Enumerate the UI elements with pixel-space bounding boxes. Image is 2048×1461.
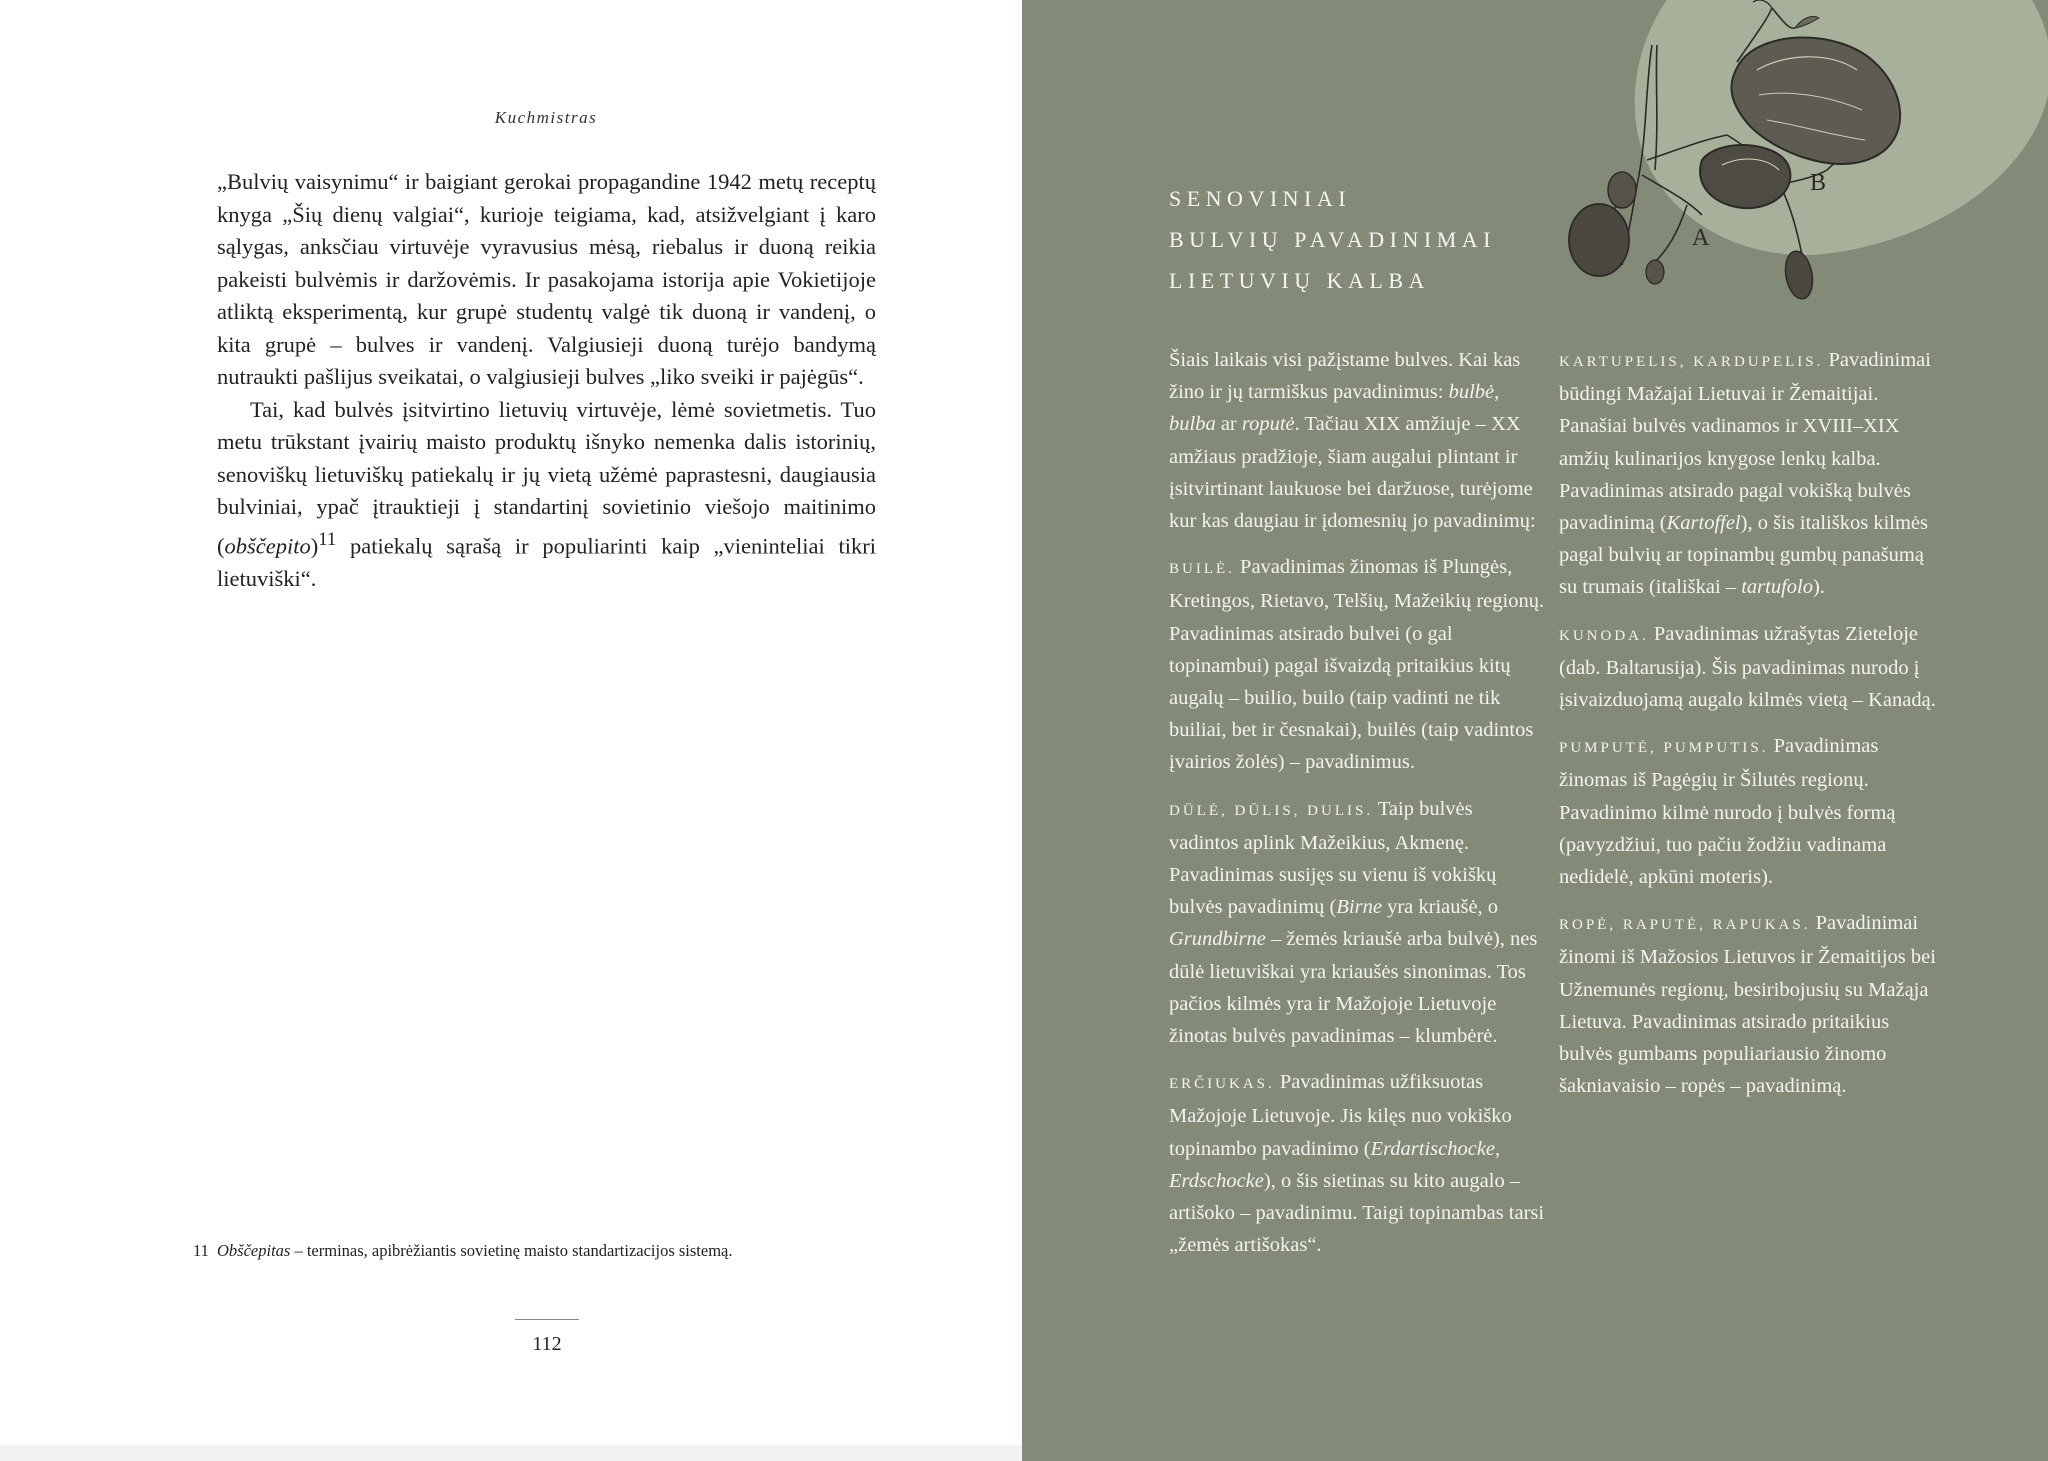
footnote-text: – terminas, apibrėžiantis sovietinę maisto standartizacijos sistemą. (290, 1241, 733, 1260)
intro-text-2: , (1494, 381, 1500, 404)
running-head: Kuchmistras (494, 108, 598, 127)
entry-italic: tartufolo (1741, 576, 1813, 599)
bottom-strip (0, 1445, 1022, 1461)
entry-erciukas (1169, 1066, 1547, 1261)
entry-text: yra kriaušė, o (1381, 896, 1499, 919)
entry-text: Taip bulvės vadintos aplink Mažeikius, Akmenę. Pavadinimas susijęs su vienu iš vokiškų bulvės pavadinimų ( (1169, 797, 1497, 919)
paragraph-2-text-b: patiekalų sąrašą ir populiarinti kaip „vieninteliai tikri lietuviški“. (217, 533, 876, 591)
entry-text: – žemės kriaušė arba bulvė), nes dūlė lietuviškai yra kriaušės sinonimas. Tos pačios kilmės yra ir Mažojoje Lietuvoje žinotas bulvės pavadinimas – klumbėrė. (1169, 928, 1538, 1048)
entry-text: Pavadinimas užrašytas Zieteloje (dab. Baltarusija). Šis pavadinimas nurodo į įsivaizduojamą augalo kilmės vietą – Kanadą. (1559, 622, 1936, 712)
intro-paragraph (1169, 344, 1547, 537)
intro-term-bulba: bulba (1169, 413, 1216, 436)
title-line-3: LIETUVIŲ KALBA (1169, 268, 1430, 293)
entry-italic: Erdartischocke, Erdschocke (1169, 1137, 1501, 1192)
intro-text-3: ar (1215, 413, 1242, 436)
entry-text: Pavadinimai būdingi Mažajai Lietuvai ir Žemaitijai. Panašiai bulvės vadinamos ir XVIII–XIX amžių kulinarijos knygose lenkų kalba. Pavadinimas atsirado pagal vokišką bulvės pavadinimą ( (1559, 349, 1931, 535)
obscepito-term: obščepito (224, 533, 311, 558)
entry-term: KUNODA. (1559, 627, 1649, 644)
entry-term: BUILĖ. (1169, 561, 1235, 578)
footnote-number: 11 (193, 1241, 209, 1260)
entry-text: Pavadinimas žinomas iš Plungės, Kretingos, Rietavo, Telšių, Mažeikių regionų. Pavadinimas atsirado bulvei (o gal topinambui) pagal išvaizdą pritaikius kitų augalų – builio, builo (taip vadinti ne tik builiai, bet ir česnakai), builės (taip vadintos įvairios žolės) – pavadinimus. (1169, 556, 1545, 774)
paragraph-2-text-a: Tai, kad bulvės įsitvirtino lietuvių virtuvėje, lėmė sovietmetis. Tuo metu trūkstant įvairių maisto produktų išnyko nemenka dalis istorinių, senoviškų lietuviškų patiekalų ir jų vietą užėmė paprastesni, daugiausia bulviniai, ypač įtrauktieji į standartinį sovietinio viešojo maitinimo ( (217, 396, 876, 558)
right-page (1022, 0, 2048, 1461)
entry-italic: Kartoffel (1666, 512, 1741, 535)
intro-text-1: Šiais laikais visi pažįstame bulves. Kai kas žino ir jų tarmiškus pavadinimus: (1169, 349, 1521, 404)
entry-term: ROPĖ, RAPUTĖ, RAPUKAS. (1559, 917, 1811, 934)
paragraph-1: „Bulvių vaisynimu“ ir baigiant gerokai propagandine 1942 metų receptų knyga „Šių dienų valgiai“, kurioje teigiama, kad, atsižvelgiant į karo sąlygas, anksčiau virtuvėje vyravusius mėsą, riebalus ir duoną reikia pakeisti bulvėmis ir daržovėmis. Ir pasakojama istorija apie Vokietijoje atliktą eksperimentą, kur grupė studentų valgė tik duoną ir vandenį, o kita grupė – bulves ir vandenį. Valgiusieji duoną turėjo bandymą nutraukti pašlijus sveikatai, o valgiusieji bulves „liko sveiki ir pajėgūs“. (217, 169, 876, 389)
intro-text-4: . Tačiau XIX amžiuje – XX amžiaus pradžioje, šiam augalui plintant ir įsitvirtinant laukuose bei daržuose, turėjome kur kas daugiau ir įdomesnių jo pavadinimų: (1169, 413, 1536, 533)
entry-term: DŪLĖ, DŪLIS, DULIS. (1169, 802, 1374, 819)
page-number: 112 (532, 1333, 562, 1355)
entry-text: ), o šis sietinas su kito augalo – artišoko – pavadinimu. Taigi topinambas tarsi „žemės artišokas“. (1169, 1169, 1545, 1257)
entry-dule (1169, 793, 1547, 1053)
entry-term: PUMPUTĖ, PUMPUTIS. (1559, 740, 1769, 757)
entry-text: ), o šis itališkos kilmės pagal bulvių ar topinambų gumbų panašumą su trumais (itališkai – (1559, 512, 1928, 599)
entry-buile (1169, 551, 1547, 778)
entry-text: Pavadinimas užfiksuotas Mažojoje Lietuvoje. Jis kilęs nuo vokiško topinambo pavadinimo ( (1169, 1071, 1512, 1160)
entry-term: KARTUPELIS, KARDUPELIS. (1559, 354, 1824, 370)
intro-term-bulbe: bulbė (1448, 381, 1495, 404)
section-title (1169, 178, 1589, 301)
entry-text: ). (1812, 576, 1825, 599)
entry-text: Pavadinimas žinomas iš Pagėgių ir Šilutės regionų. Pavadinimo kilmė nurodo į bulvės formą (pavyzdžiui, tuo pačiu žodžiu vadinama nedidelė, apkūni moteris). (1559, 735, 1896, 889)
entry-text: Pavadinimai žinomi iš Mažosios Lietuvos ir Žemaitijos bei Užnemunės regionų, besiribojusių su Mažąja Lietuva. Pavadinimas atsirado pritaikius bulvės gumbams populiariausio žinomo šakniavaisio – ropės – pavadinimą. (1559, 912, 1936, 1098)
left-page (0, 0, 1022, 1461)
label-b: B (1810, 170, 1827, 196)
paragraph-2: Tai, kad bulvės įsitvirtino lietuvių virtuvėje, lėmė sovietmetis. Tuo metu trūkstant įvairių maisto produktų išnyko nemenka dalis istorinių, senoviškų lietuviškų patiekalų ir jų vietą užėmė paprastesni, daugiausia bulviniai, ypač įtrauktieji į standartinį sovietinio viešojo maitinimo (obščepito)$^{11}$ patiekalų sąrašą ir populiarinti kaip „vieninteliai tikri lietuviški“. (217, 396, 876, 591)
title-line-2: BULVIŲ PAVADINIMAI (1169, 227, 1496, 252)
entry-pumpute (1559, 730, 1937, 893)
entry-italic: Grundbirne (1169, 928, 1266, 951)
column-left (1169, 344, 1547, 1275)
entry-kunoda (1559, 618, 1937, 717)
footnote-ref: 11 (318, 528, 337, 550)
footnote (193, 1240, 893, 1262)
label-a: A (1692, 225, 1710, 251)
column-right (1559, 344, 1937, 1116)
folio-rule (515, 1319, 579, 1320)
entry-kartupelis (1559, 344, 1937, 604)
entry-term: ERČIUKAS. (1169, 1076, 1275, 1093)
footnote-term: Obščepitas (217, 1241, 291, 1260)
title-line-1: SENOVINIAI (1169, 186, 1352, 211)
entry-italic: Birne (1336, 896, 1382, 919)
entry-rope (1559, 907, 1937, 1102)
body-text (217, 166, 876, 595)
intro-term-ropute: roputė (1241, 413, 1295, 436)
